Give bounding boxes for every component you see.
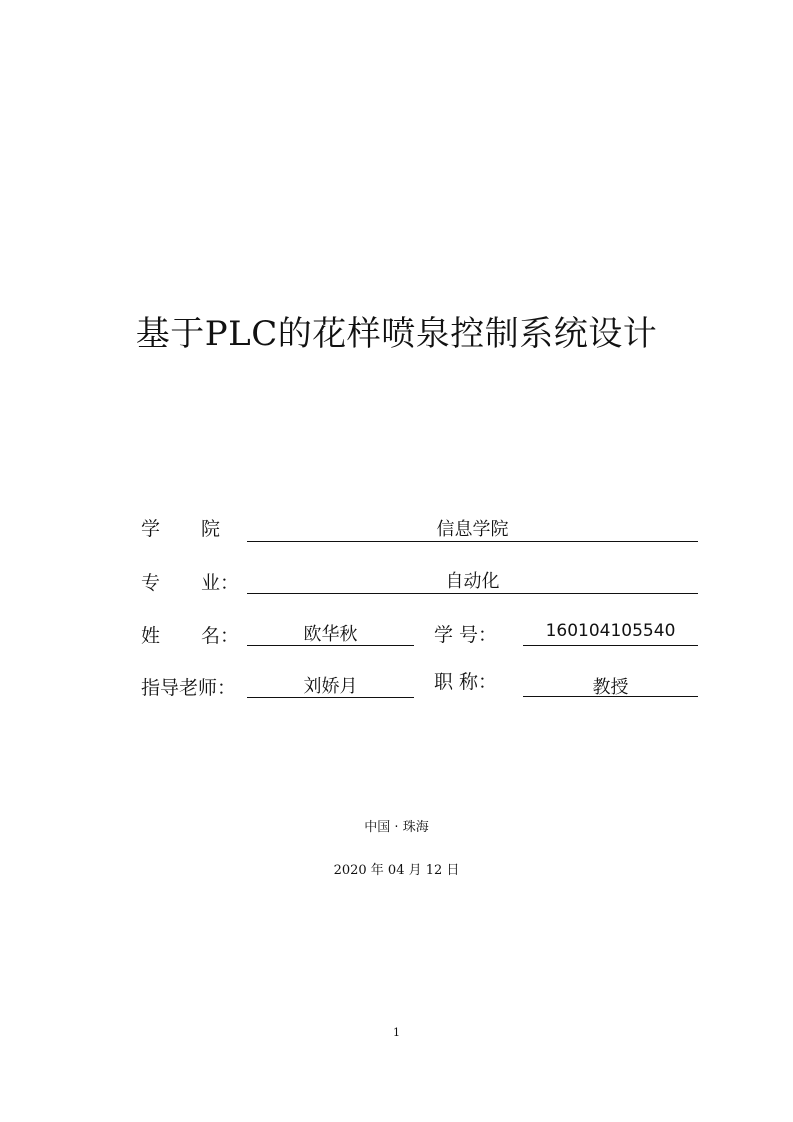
advisor-underline <box>247 697 414 698</box>
name-label-char2: 名： <box>201 625 240 647</box>
thesis-title: 基于PLC的花样喷泉控制系统设计 <box>135 314 658 354</box>
major-value: 自动化 <box>445 571 500 592</box>
college-label-char2: 院 <box>201 518 221 540</box>
college-value: 信息学院 <box>436 519 509 540</box>
title-rank-underline <box>523 696 698 697</box>
title-rank-label: 职 称： <box>434 671 498 693</box>
major-label-char2: 业： <box>201 572 240 594</box>
major-underline <box>247 593 698 594</box>
student-id-label: 学 号： <box>434 624 498 646</box>
major-label-char1: 专 <box>141 572 161 594</box>
name-underline <box>247 645 414 646</box>
place-line: 中国 · 珠海 <box>364 820 429 835</box>
name-value: 欧华秋 <box>303 624 358 645</box>
college-underline <box>247 541 698 542</box>
name-label-char1: 姓 <box>141 625 161 647</box>
advisor-value: 刘娇月 <box>303 676 358 697</box>
title-rank-value: 教授 <box>592 677 629 698</box>
student-id-underline <box>523 645 698 646</box>
page-number: 1 <box>393 1026 400 1039</box>
student-id-value: 160104105540 <box>545 621 676 641</box>
date-line: 2020 年 04 月 12 日 <box>333 863 460 878</box>
college-label-char1: 学 <box>141 518 161 540</box>
advisor-label: 指导老师： <box>141 677 237 699</box>
